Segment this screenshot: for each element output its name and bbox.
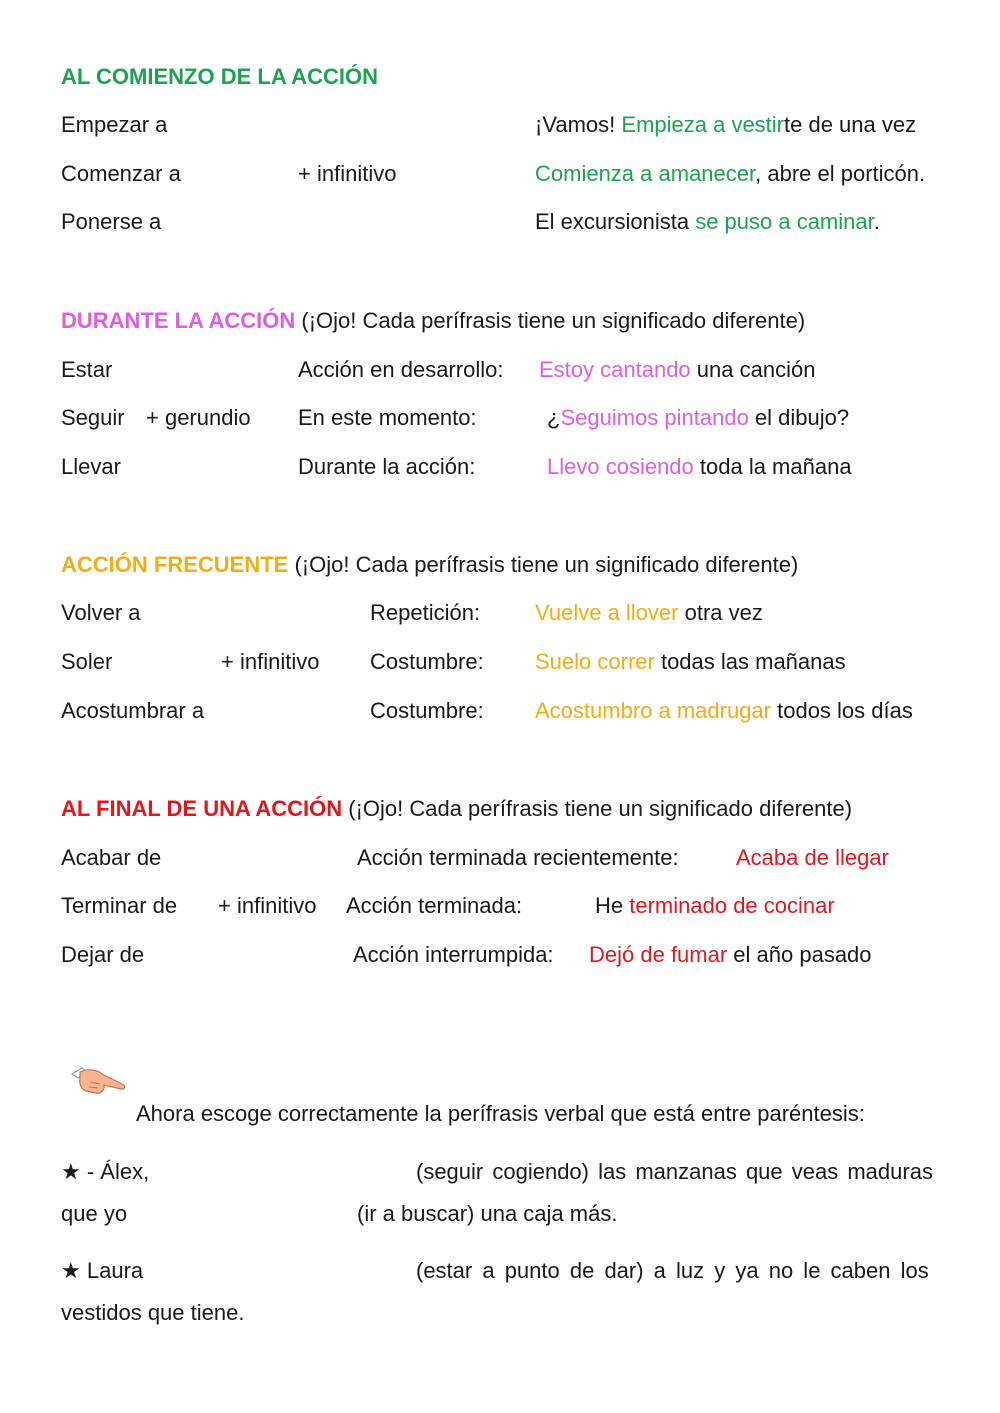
example-text: otra vez: [678, 600, 763, 625]
exercise-instruction: Ahora escoge correctamente la perífrasis verbal que está entre paréntesis:: [136, 1101, 865, 1126]
item2-start: Laura: [86, 1258, 144, 1283]
example-text: una canción: [690, 357, 816, 382]
example-text: toda la mañana: [693, 454, 852, 479]
example-text: todos los días: [771, 698, 913, 723]
pointing-hand-icon: [68, 1060, 130, 1102]
example-comenzar: [535, 161, 925, 187]
example-llevar: [547, 454, 852, 480]
example-periphrasis: Llevo cosiendo: [547, 454, 694, 479]
example-periphrasis: Acaba de llegar: [736, 845, 889, 870]
example-text: He: [595, 893, 630, 918]
section-note-final: (¡Ojo! Cada perífrasis tiene un significado diferente): [342, 796, 853, 821]
form-infinitivo-3: + infinitivo: [218, 893, 317, 918]
example-periphrasis: Suelo correr: [535, 649, 655, 674]
meaning-dejar: Acción interrumpida:: [353, 942, 554, 967]
section-title-durante: [61, 308, 805, 334]
star-icon-2: ★: [61, 1258, 81, 1283]
form-gerundio: + gerundio: [146, 405, 251, 430]
meaning-seguir: En este momento:: [298, 405, 477, 430]
example-estar: [539, 357, 815, 383]
verb-acostumbrar: Acostumbrar a: [61, 698, 205, 723]
meaning-acostumbrar: Costumbre:: [370, 698, 484, 723]
example-text: El excursionista: [535, 209, 696, 234]
item1-start: - Álex,: [86, 1159, 150, 1184]
meaning-acabar: Acción terminada recientemente:: [357, 845, 679, 870]
item2-line2: vestidos que tiene.: [61, 1300, 245, 1325]
example-seguir: [547, 405, 849, 431]
example-ponerse: [535, 209, 880, 235]
verb-llevar: Llevar: [61, 454, 121, 479]
verb-seguir: Seguir: [61, 405, 125, 430]
item1-cue1: (seguir cogiendo) las manzanas que veas maduras: [416, 1159, 933, 1184]
example-empezar: [535, 112, 916, 138]
example-volver: [535, 600, 763, 626]
example-periphrasis: Empieza a vestir: [621, 112, 785, 137]
verb-estar: Estar: [61, 357, 113, 382]
section-heading-comienzo: AL COMIENZO DE LA ACCIÓN: [61, 64, 378, 89]
verb-comenzar: Comenzar a: [61, 161, 181, 186]
exercise-item-1: [61, 1159, 149, 1185]
example-text: te de una vez: [784, 112, 917, 137]
section-note-durante: (¡Ojo! Cada perífrasis tiene un significado diferente): [295, 308, 806, 333]
section-heading-frecuente: ACCIÓN FRECUENTE: [61, 552, 289, 577]
example-periphrasis: se puso a caminar: [695, 209, 874, 234]
verb-ponerse: Ponerse a: [61, 209, 162, 234]
example-text: todas las mañanas: [654, 649, 846, 674]
meaning-volver: Repetición:: [370, 600, 481, 625]
example-periphrasis: Seguimos pintando: [560, 405, 749, 430]
verb-dejar: Dejar de: [61, 942, 145, 967]
meaning-terminar: Acción terminada:: [346, 893, 523, 918]
form-infinitivo: + infinitivo: [298, 161, 397, 186]
item1-cue2: (ir a buscar) una caja más.: [357, 1201, 618, 1226]
example-periphrasis: Comienza a amanecer: [535, 161, 756, 186]
verb-acabar: Acabar de: [61, 845, 162, 870]
example-periphrasis: Dejó de fumar: [589, 942, 728, 967]
verb-soler: Soler: [61, 649, 113, 674]
section-title-final: [61, 796, 852, 822]
example-dejar: [589, 942, 872, 968]
section-heading-final: AL FINAL DE UNA ACCIÓN: [61, 796, 343, 821]
example-text: el año pasado: [727, 942, 872, 967]
verb-terminar: Terminar de: [61, 893, 178, 918]
example-periphrasis: Acostumbro a madrugar: [535, 698, 771, 723]
example-text: el dibujo?: [748, 405, 850, 430]
example-soler: [535, 649, 846, 675]
example-text: ¿: [547, 405, 561, 430]
meaning-llevar: Durante la acción:: [298, 454, 476, 479]
form-infinitivo-2: + infinitivo: [221, 649, 320, 674]
example-acostumbrar: [535, 698, 913, 724]
example-text: ¡Vamos!: [535, 112, 622, 137]
section-heading-durante: DURANTE LA ACCIÓN: [61, 308, 296, 333]
example-periphrasis: terminado de cocinar: [629, 893, 835, 918]
example-text: .: [873, 209, 880, 234]
verb-volver: Volver a: [61, 600, 141, 625]
example-periphrasis: Estoy cantando: [539, 357, 691, 382]
section-note-frecuente: (¡Ojo! Cada perífrasis tiene un significado diferente): [288, 552, 799, 577]
section-title-frecuente: [61, 552, 798, 578]
example-text: , abre el porticón.: [755, 161, 926, 186]
example-acabar: [736, 845, 889, 871]
star-icon: ★: [61, 1159, 81, 1184]
example-periphrasis: Vuelve a llover: [535, 600, 679, 625]
example-terminar: [595, 893, 835, 919]
meaning-estar: Acción en desarrollo:: [298, 357, 504, 382]
meaning-soler: Costumbre:: [370, 649, 484, 674]
item2-cue: (estar a punto de dar) a luz y ya no le caben los: [416, 1258, 929, 1283]
exercise-item-2: [61, 1258, 143, 1284]
item1-line2-start: que yo: [61, 1201, 128, 1226]
verb-empezar: Empezar a: [61, 112, 168, 137]
